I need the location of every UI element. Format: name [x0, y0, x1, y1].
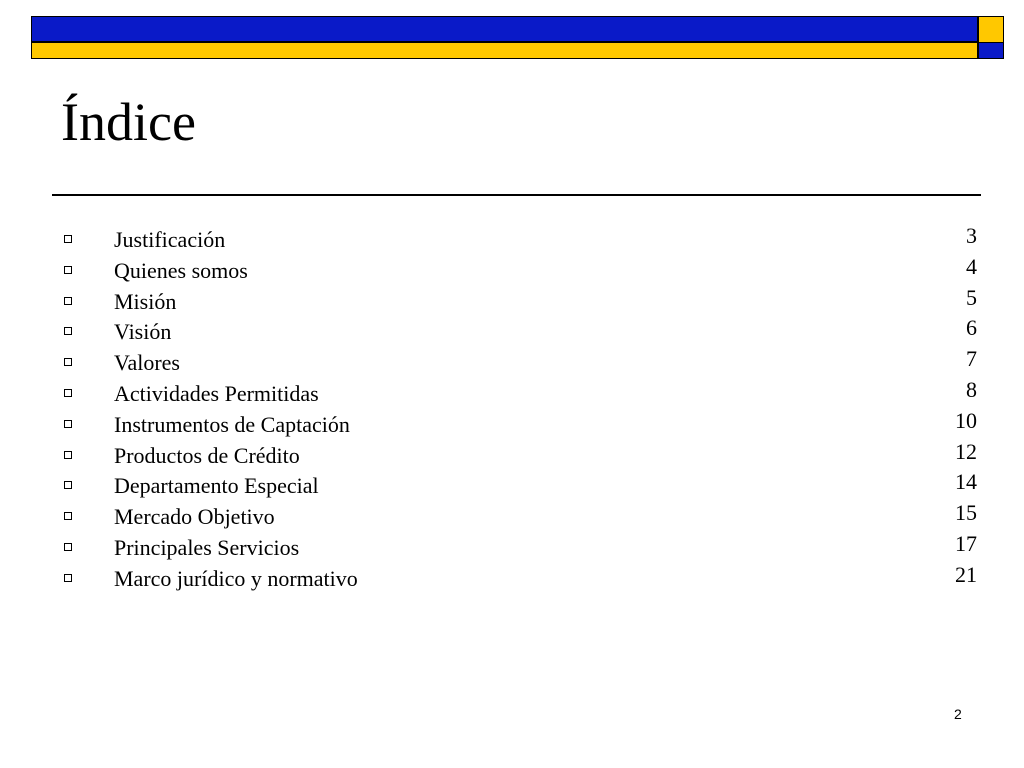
hollow-square-icon: [64, 512, 72, 520]
header-corner-blue: [978, 42, 1004, 59]
hollow-square-icon: [64, 389, 72, 397]
slide-number: 2: [954, 706, 962, 722]
toc-item: [0, 224, 1024, 255]
toc-item-label: Marco jurídico y normativo: [114, 565, 358, 591]
toc-item-page: 4: [966, 253, 977, 279]
toc-item-page: 17: [955, 530, 977, 556]
toc-item-label: Actividades Permitidas: [114, 380, 319, 406]
hollow-square-icon: [64, 358, 72, 366]
toc-item-label: Departamento Especial: [114, 473, 319, 499]
toc-item: [0, 347, 1024, 378]
toc-item: [0, 440, 1024, 471]
toc-item-label: Quienes somos: [114, 257, 248, 283]
toc-item-label: Mercado Objetivo: [114, 504, 275, 530]
toc-item-page: 7: [966, 346, 977, 372]
hollow-square-icon: [64, 574, 72, 582]
toc-item-page: 10: [955, 407, 977, 433]
toc-item: [0, 532, 1024, 563]
header-band-yellow: [31, 42, 978, 59]
toc-item-page: 5: [966, 284, 977, 310]
toc-item-page: 8: [966, 376, 977, 402]
toc-item-label: Justificación: [114, 227, 226, 252]
toc-item: [0, 255, 1024, 286]
toc-item-page: 14: [955, 469, 977, 495]
hollow-square-icon: [64, 297, 72, 305]
toc-item-page: 15: [955, 500, 977, 526]
toc-item: [0, 409, 1024, 440]
slide-title: Índice: [61, 92, 196, 152]
hollow-square-icon: [64, 543, 72, 551]
toc-item: [0, 501, 1024, 532]
toc-item-label: Visión: [114, 319, 172, 345]
hollow-square-icon: [64, 235, 72, 243]
toc-item-label: Valores: [114, 350, 180, 376]
header-band-blue: [31, 16, 978, 42]
toc-item-label: Instrumentos de Captación: [114, 411, 350, 437]
toc-item: [0, 563, 1024, 594]
toc-item-page: 6: [966, 315, 977, 341]
toc-item-page: 12: [955, 438, 977, 464]
hollow-square-icon: [64, 327, 72, 335]
toc-item: [0, 470, 1024, 501]
toc-item-label: Principales Servicios: [114, 534, 300, 560]
toc-item-page: 3: [966, 223, 977, 248]
toc-item: [0, 378, 1024, 409]
hollow-square-icon: [64, 266, 72, 274]
hollow-square-icon: [64, 451, 72, 459]
header-corner-yellow: [978, 16, 1004, 43]
title-divider: [52, 194, 981, 196]
hollow-square-icon: [64, 420, 72, 428]
toc-list: [0, 224, 1024, 594]
toc-item-label: Misión: [114, 288, 177, 314]
toc-item-label: Productos de Crédito: [114, 442, 300, 468]
hollow-square-icon: [64, 481, 72, 489]
toc-item-page: 21: [955, 561, 977, 587]
toc-item: [0, 286, 1024, 317]
toc-item: [0, 316, 1024, 347]
